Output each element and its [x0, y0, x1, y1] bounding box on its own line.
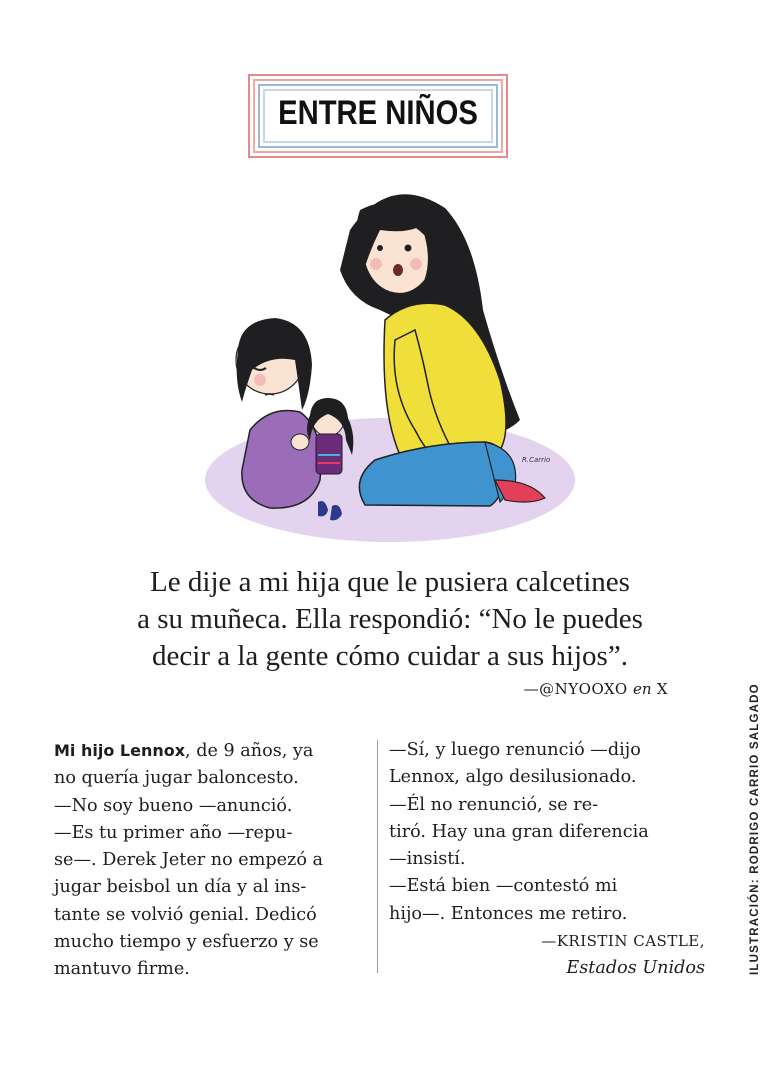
column-divider — [377, 740, 378, 973]
story-line: tiró. Hay una gran diferencia — [389, 821, 649, 842]
story-column-right — [389, 737, 705, 983]
story-signature-place: Estados Unidos — [566, 958, 705, 979]
illustration-signature: R.Carrio — [522, 456, 551, 464]
attribution-en: en — [633, 680, 652, 698]
anecdote-quote — [60, 564, 720, 675]
story-line: —Él no renunció, se re- — [389, 794, 599, 815]
quote-line: a su muñeca. Ella respondió: “No le puedes — [137, 603, 643, 635]
illustration-credit: ILUSTRACIÓN: RODRIGO CARRIO SALGADO — [749, 683, 761, 975]
story-line: jugar beisbol un día y al ins- — [54, 877, 307, 898]
section-title: ENTRE NIÑOS — [278, 94, 478, 132]
story-column-left — [54, 737, 364, 984]
story-line: —Es tu primer año —repu- — [54, 822, 293, 843]
story-line: mantuvo firme. — [54, 959, 190, 980]
attribution-suffix: X — [651, 680, 668, 698]
mother-daughter-illustration — [200, 180, 585, 550]
story-line: no quería jugar baloncesto. — [54, 768, 299, 789]
story-line: Lennox, algo desilusionado. — [389, 767, 637, 788]
quote-attribution — [524, 680, 668, 698]
quote-line: Le dije a mi hija que le pusiera calcetines — [150, 566, 630, 598]
story-line: Mi hijo Lennox, de 9 años, ya — [54, 741, 314, 761]
story-line: —insistí. — [389, 849, 466, 870]
section-header-badge — [248, 74, 508, 158]
quote-line: decir a la gente cómo cuidar a sus hijos”. — [152, 640, 628, 672]
story-line: —Está bien —contestó mi — [389, 876, 618, 897]
story-line: —No soy bueno —anunció. — [54, 795, 293, 816]
attribution-prefix: —@NYOOXO — [523, 680, 633, 698]
story-signature-name: —KRISTIN CASTLE, — [541, 932, 705, 951]
story-line: mucho tiempo y esfuerzo y se — [54, 932, 319, 953]
story-line: —Sí, y luego renunció —dijo — [389, 740, 641, 760]
story-line: hijo—. Entonces me retiro. — [389, 903, 628, 924]
story-lead: Mi hijo Lennox — [54, 741, 186, 760]
story-line: tante se volvió genial. Dedicó — [54, 904, 317, 925]
story-line: se—. Derek Jeter no empezó a — [54, 850, 323, 871]
